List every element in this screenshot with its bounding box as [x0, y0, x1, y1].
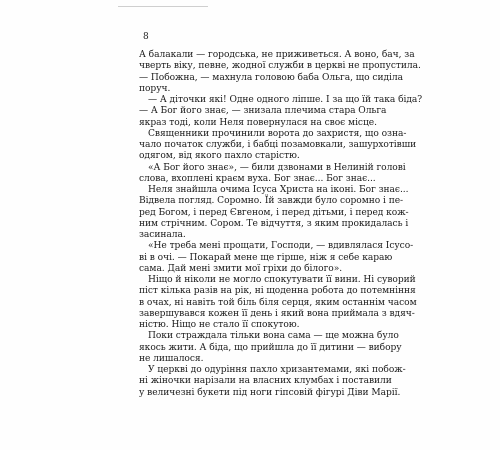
text-line: завершувався кожен її день і який вона приймала з вдяч-: [139, 308, 415, 319]
text-line: не лишалося.: [139, 353, 204, 364]
text-line: чало початок служби, і бабці позамовкали, зашурхотівши: [139, 140, 417, 150]
text-line: А балакали — городська, не приживеться. А воно, бач, за: [139, 50, 415, 60]
paragraph: [139, 95, 423, 129]
text-line: — А Бог його знає, — знизала плечима стара Ольга: [139, 106, 387, 117]
text-line: одягом, від якого пахло старістю.: [139, 151, 300, 162]
paragraph: [139, 365, 406, 399]
text-line: Поки страждала тільки вона сама — ще можна було: [148, 331, 399, 342]
paragraph: [139, 50, 421, 95]
paragraph: [139, 162, 406, 186]
text-line: Відвела погляд. Соромно. Їй завжди було соромно і пе-: [139, 196, 404, 207]
text-line: — А діточки які! Одне одного ліпше. І за що їй така біда?: [148, 95, 423, 105]
page-number: 8: [143, 32, 149, 42]
top-divider: [118, 6, 208, 7]
text-line: У церкві до одуріння пахло хризантемами, які побож-: [148, 365, 406, 375]
text-line: ністю. Ніщо не стало її спокутою.: [139, 320, 300, 330]
text-line: поруч.: [139, 83, 171, 94]
text-line: «А Бог його знає», — били дзвонами в Нелиній голові: [148, 162, 406, 173]
text-line: чверть віку, певне, жодної служби в церкві не пропустила.: [139, 61, 421, 72]
paragraph: [139, 128, 417, 163]
text-line: ред Богом, і перед Євгеном, і перед дітьми, і перед кож-: [139, 207, 409, 218]
text-line: Священники прочинили ворота до захристя, що озна-: [148, 128, 407, 139]
text-line: ні жіночки нарізали на власних клумбах і поставили: [139, 376, 392, 387]
text-line: Неля знайшла очима Ісуса Христа на іконі. Бог знає...: [148, 185, 409, 195]
paragraph: [139, 241, 414, 275]
text-line: якось жити. А біда, що прийшла до її дитини — вибору: [139, 342, 402, 353]
text-line: в очах, ні навіть той біль біля серця, яким останнім часом: [139, 297, 417, 308]
text-line: «Не треба мені прощати, Господи, — вдивлялася Ісусо-: [148, 241, 414, 252]
text-line: Ніщо й ніколи не могло спокутувати її вини. Ні суворий: [148, 275, 416, 285]
text-line: — Побожна, — махнула головою баба Ольга, що сиділа: [139, 72, 403, 83]
text-line: ним стрічним. Сором. Те відчуття, з яким прокидалась і: [139, 218, 409, 229]
paragraph: [139, 331, 402, 365]
text-line: у величезні букети під ноги гіпсовій фігурі Діви Марії.: [139, 387, 401, 398]
text-line: слова, вхоплені краєм вуха. Бог знає... Бог знає...: [139, 173, 376, 184]
text-line: якраз тоді, коли Неля повернулася на своє місце.: [139, 117, 377, 128]
paragraph: [139, 275, 417, 331]
paragraph: [139, 185, 409, 241]
text-line: сама. Дай мені змити мої гріхи до білого».: [139, 263, 343, 274]
text-line: ві в очі. — Покарай мене ще гірше, ніж я себе караю: [139, 252, 393, 263]
text-line: засинала.: [139, 230, 186, 240]
text-line: піст кілька разів на рік, ні щоденна робота до потемніння: [139, 286, 416, 297]
body-text: [139, 50, 423, 399]
